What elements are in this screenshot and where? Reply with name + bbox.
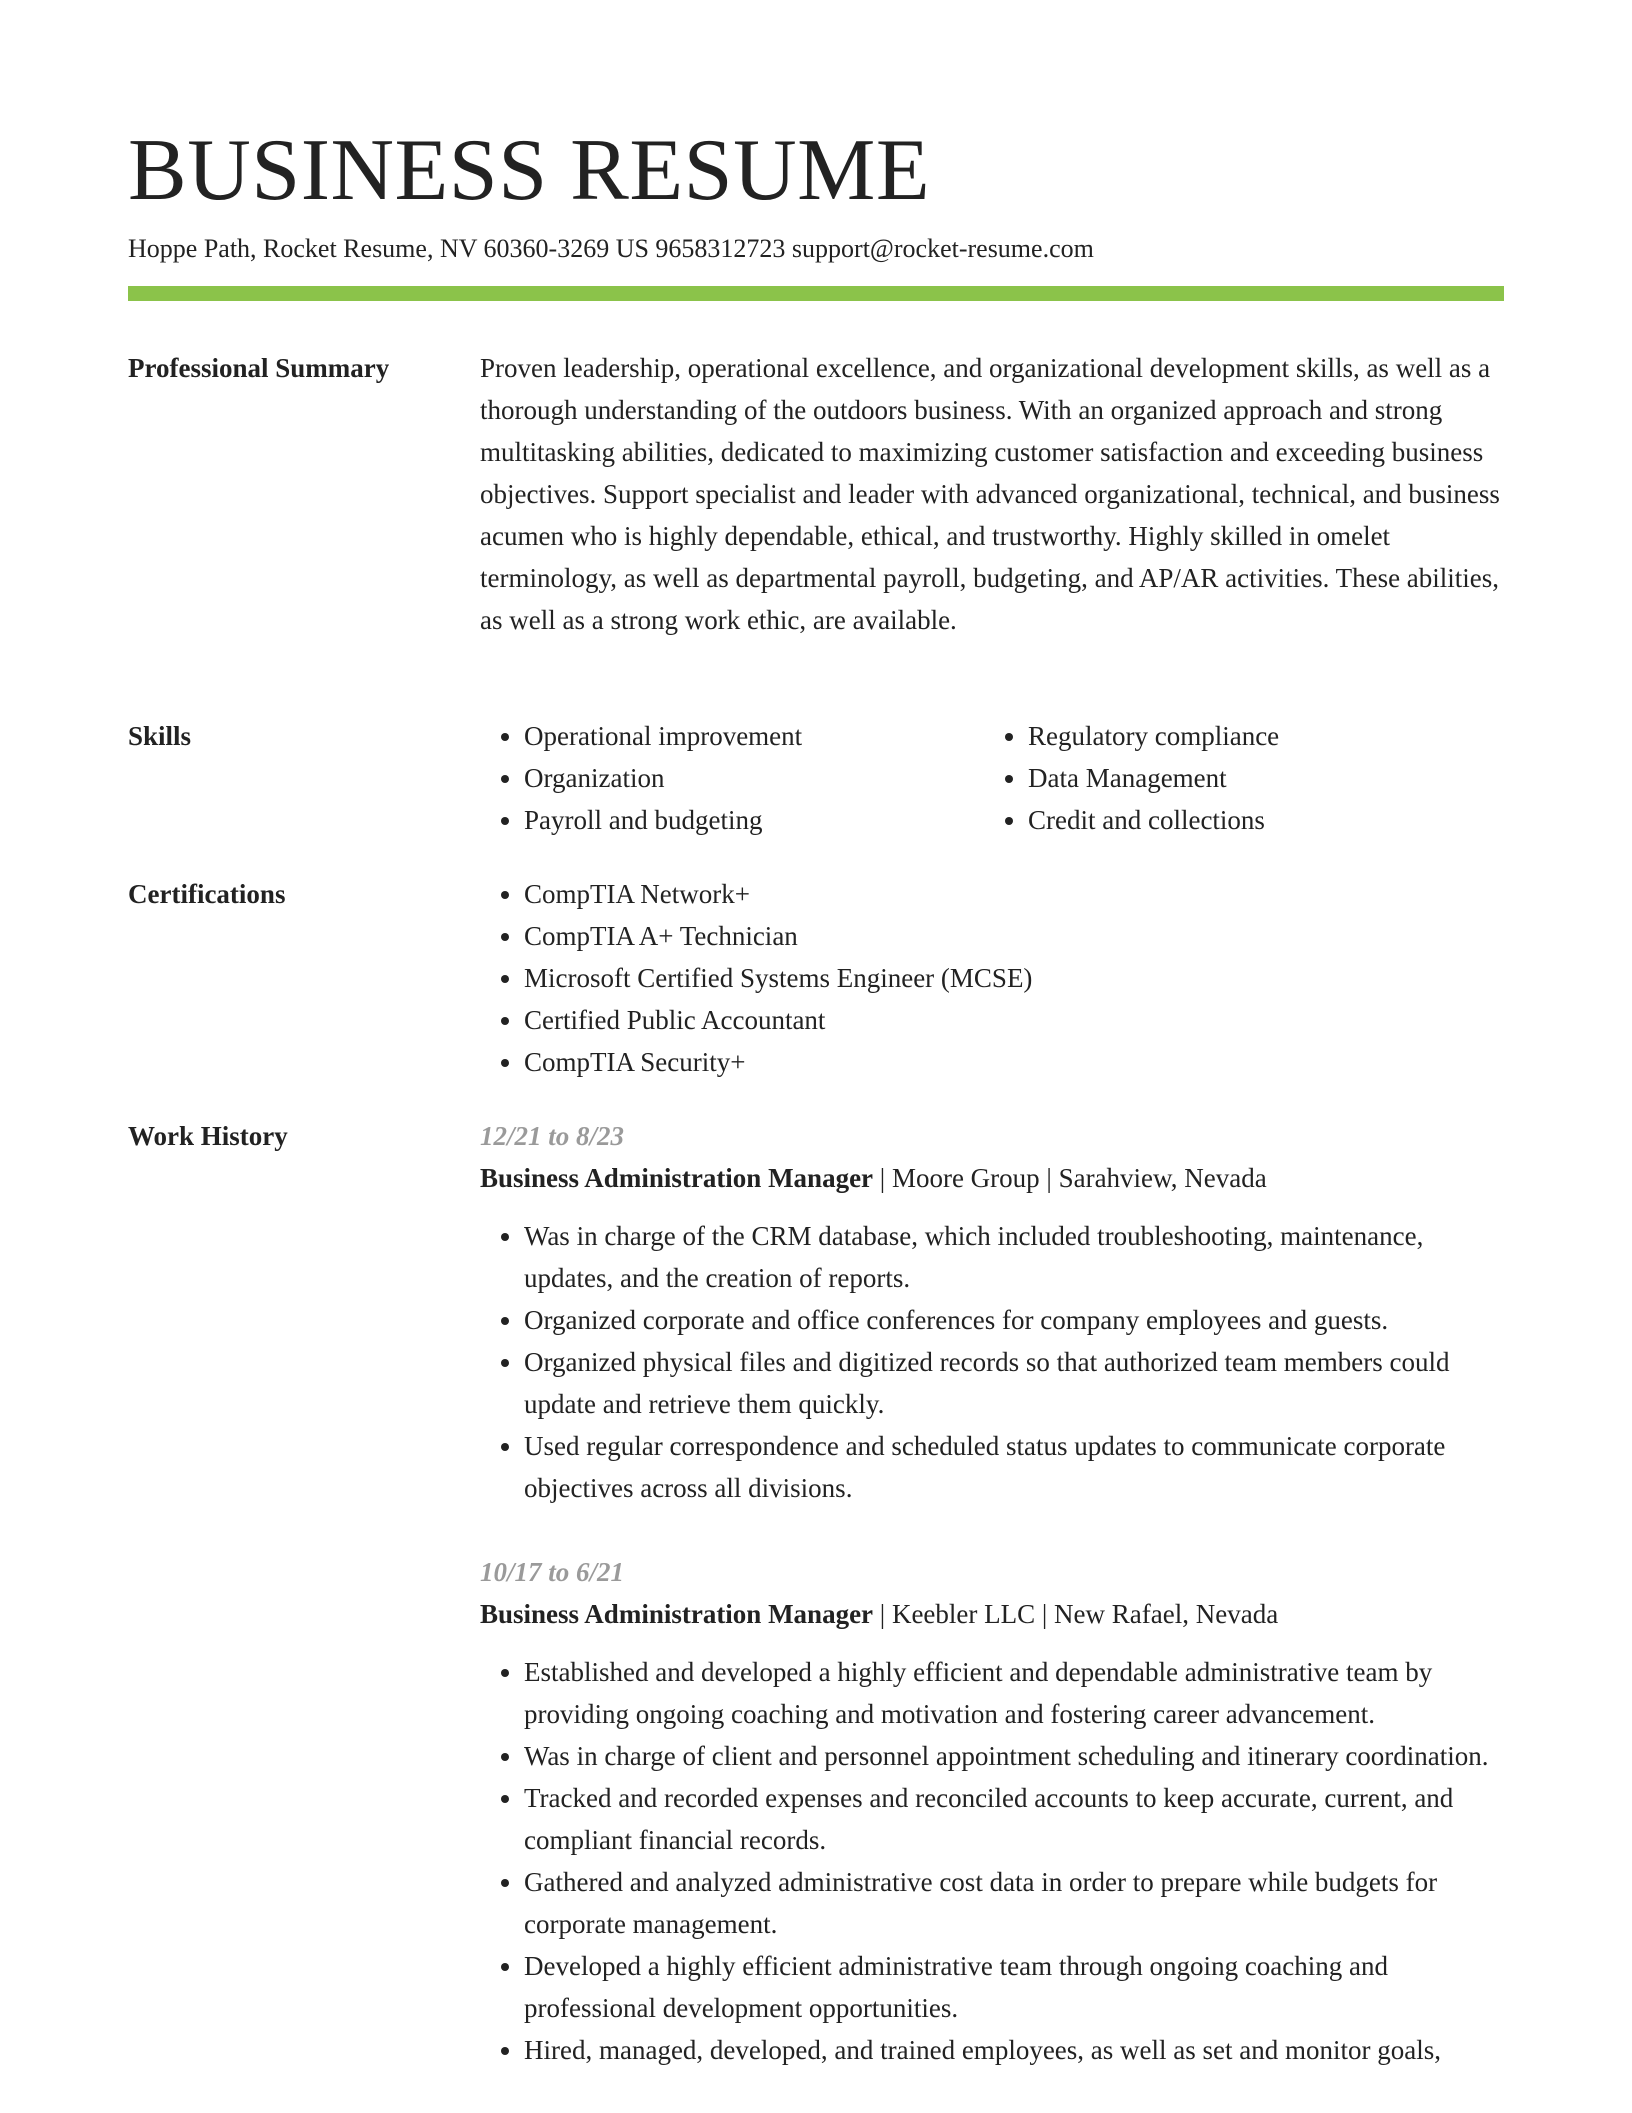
certifications-list	[480, 873, 1504, 1083]
certification-item: • CompTIA Network+	[524, 873, 1504, 915]
skill-item: • Regulatory compliance	[1028, 715, 1548, 757]
job-duty: • Used regular correspondence and scheduled status updates to communicate corporate objectives across all divisions.	[524, 1425, 1504, 1509]
resume-title: BUSINESS RESUME	[128, 122, 931, 219]
job-entry	[480, 1115, 1504, 1509]
skills-list-right	[984, 715, 1548, 841]
certifications-body	[480, 873, 1504, 1083]
job-company-location: | Moore Group | Sarahview, Nevada	[873, 1163, 1267, 1193]
certification-item: • Microsoft Certified Systems Engineer (MCSE)	[524, 957, 1504, 999]
job-duty: • Was in charge of the CRM database, which included troubleshooting, maintenance, updates, and the creation of reports.	[524, 1215, 1504, 1299]
skills-heading: Skills	[128, 721, 192, 751]
skill-item: • Credit and collections	[1028, 799, 1548, 841]
job-role: Business Administration Manager	[480, 1163, 874, 1193]
job-duty: • Gathered and analyzed administrative cost data in order to prepare while budgets for corporate management.	[524, 1861, 1504, 1945]
work-history-heading: Work History	[128, 1121, 288, 1151]
job-dates: 10/17 to 6/21	[480, 1557, 625, 1587]
job-duty: • Organized physical files and digitized records so that authorized team members could update and retrieve them quickly.	[524, 1341, 1504, 1425]
job-entry	[480, 1551, 1504, 2071]
certification-item: • Certified Public Accountant	[524, 999, 1504, 1041]
header-divider	[128, 286, 1504, 301]
skills-body	[480, 715, 1504, 841]
job-duty: • Hired, managed, developed, and trained employees, as well as set and monitor goals,	[524, 2029, 1504, 2071]
summary-body	[480, 347, 1504, 641]
summary-text: Proven leadership, operational excellence, and organizational development skills, as well as a thorough understanding of the outdoors business. With an organized approach and strong multitasking abilities, dedicated to maximizing customer satisfaction and exceeding business objectives. Support specialist and leader with advanced organizational, technical, and business acumen who is highly dependable, ethical, and trustworthy. Highly skilled in omelet terminology, as well as departmental payroll, budgeting, and AP/AR activities. These abilities, as well as a strong work ethic, are available.	[480, 353, 1500, 635]
job-company-location: | Keebler LLC | New Rafael, Nevada	[873, 1599, 1279, 1629]
job-duty: • Was in charge of client and personnel appointment scheduling and itinerary coordination.	[524, 1735, 1504, 1777]
certification-item: • CompTIA A+ Technician	[524, 915, 1504, 957]
job-role: Business Administration Manager	[480, 1599, 874, 1629]
skill-item: • Data Management	[1028, 757, 1548, 799]
skill-item: • Operational improvement	[524, 715, 984, 757]
contact-line: Hoppe Path, Rocket Resume, NV 60360-3269 US 9658312723 support@rocket-resume.com	[128, 234, 1094, 263]
job-heading	[480, 1593, 1504, 1635]
skill-item: • Organization	[524, 757, 984, 799]
certifications-heading: Certifications	[128, 879, 286, 909]
work-history-body	[480, 1115, 1504, 2113]
certification-item: • CompTIA Security+	[524, 1041, 1504, 1083]
job-duties	[480, 1215, 1504, 1509]
job-duty: • Established and developed a highly efficient and dependable administrative team by providing ongoing coaching and motivation and fostering career advancement.	[524, 1651, 1504, 1735]
skill-item: • Payroll and budgeting	[524, 799, 984, 841]
job-heading	[480, 1157, 1504, 1199]
job-duties	[480, 1651, 1504, 2071]
job-dates: 12/21 to 8/23	[480, 1121, 625, 1151]
summary-heading: Professional Summary	[128, 353, 390, 383]
job-duty: • Organized corporate and office conferences for company employees and guests.	[524, 1299, 1504, 1341]
skills-list-left	[480, 715, 984, 841]
job-duty: • Developed a highly efficient administrative team through ongoing coaching and professional development opportunities.	[524, 1945, 1504, 2029]
job-duty: • Tracked and recorded expenses and reconciled accounts to keep accurate, current, and compliant financial records.	[524, 1777, 1504, 1861]
